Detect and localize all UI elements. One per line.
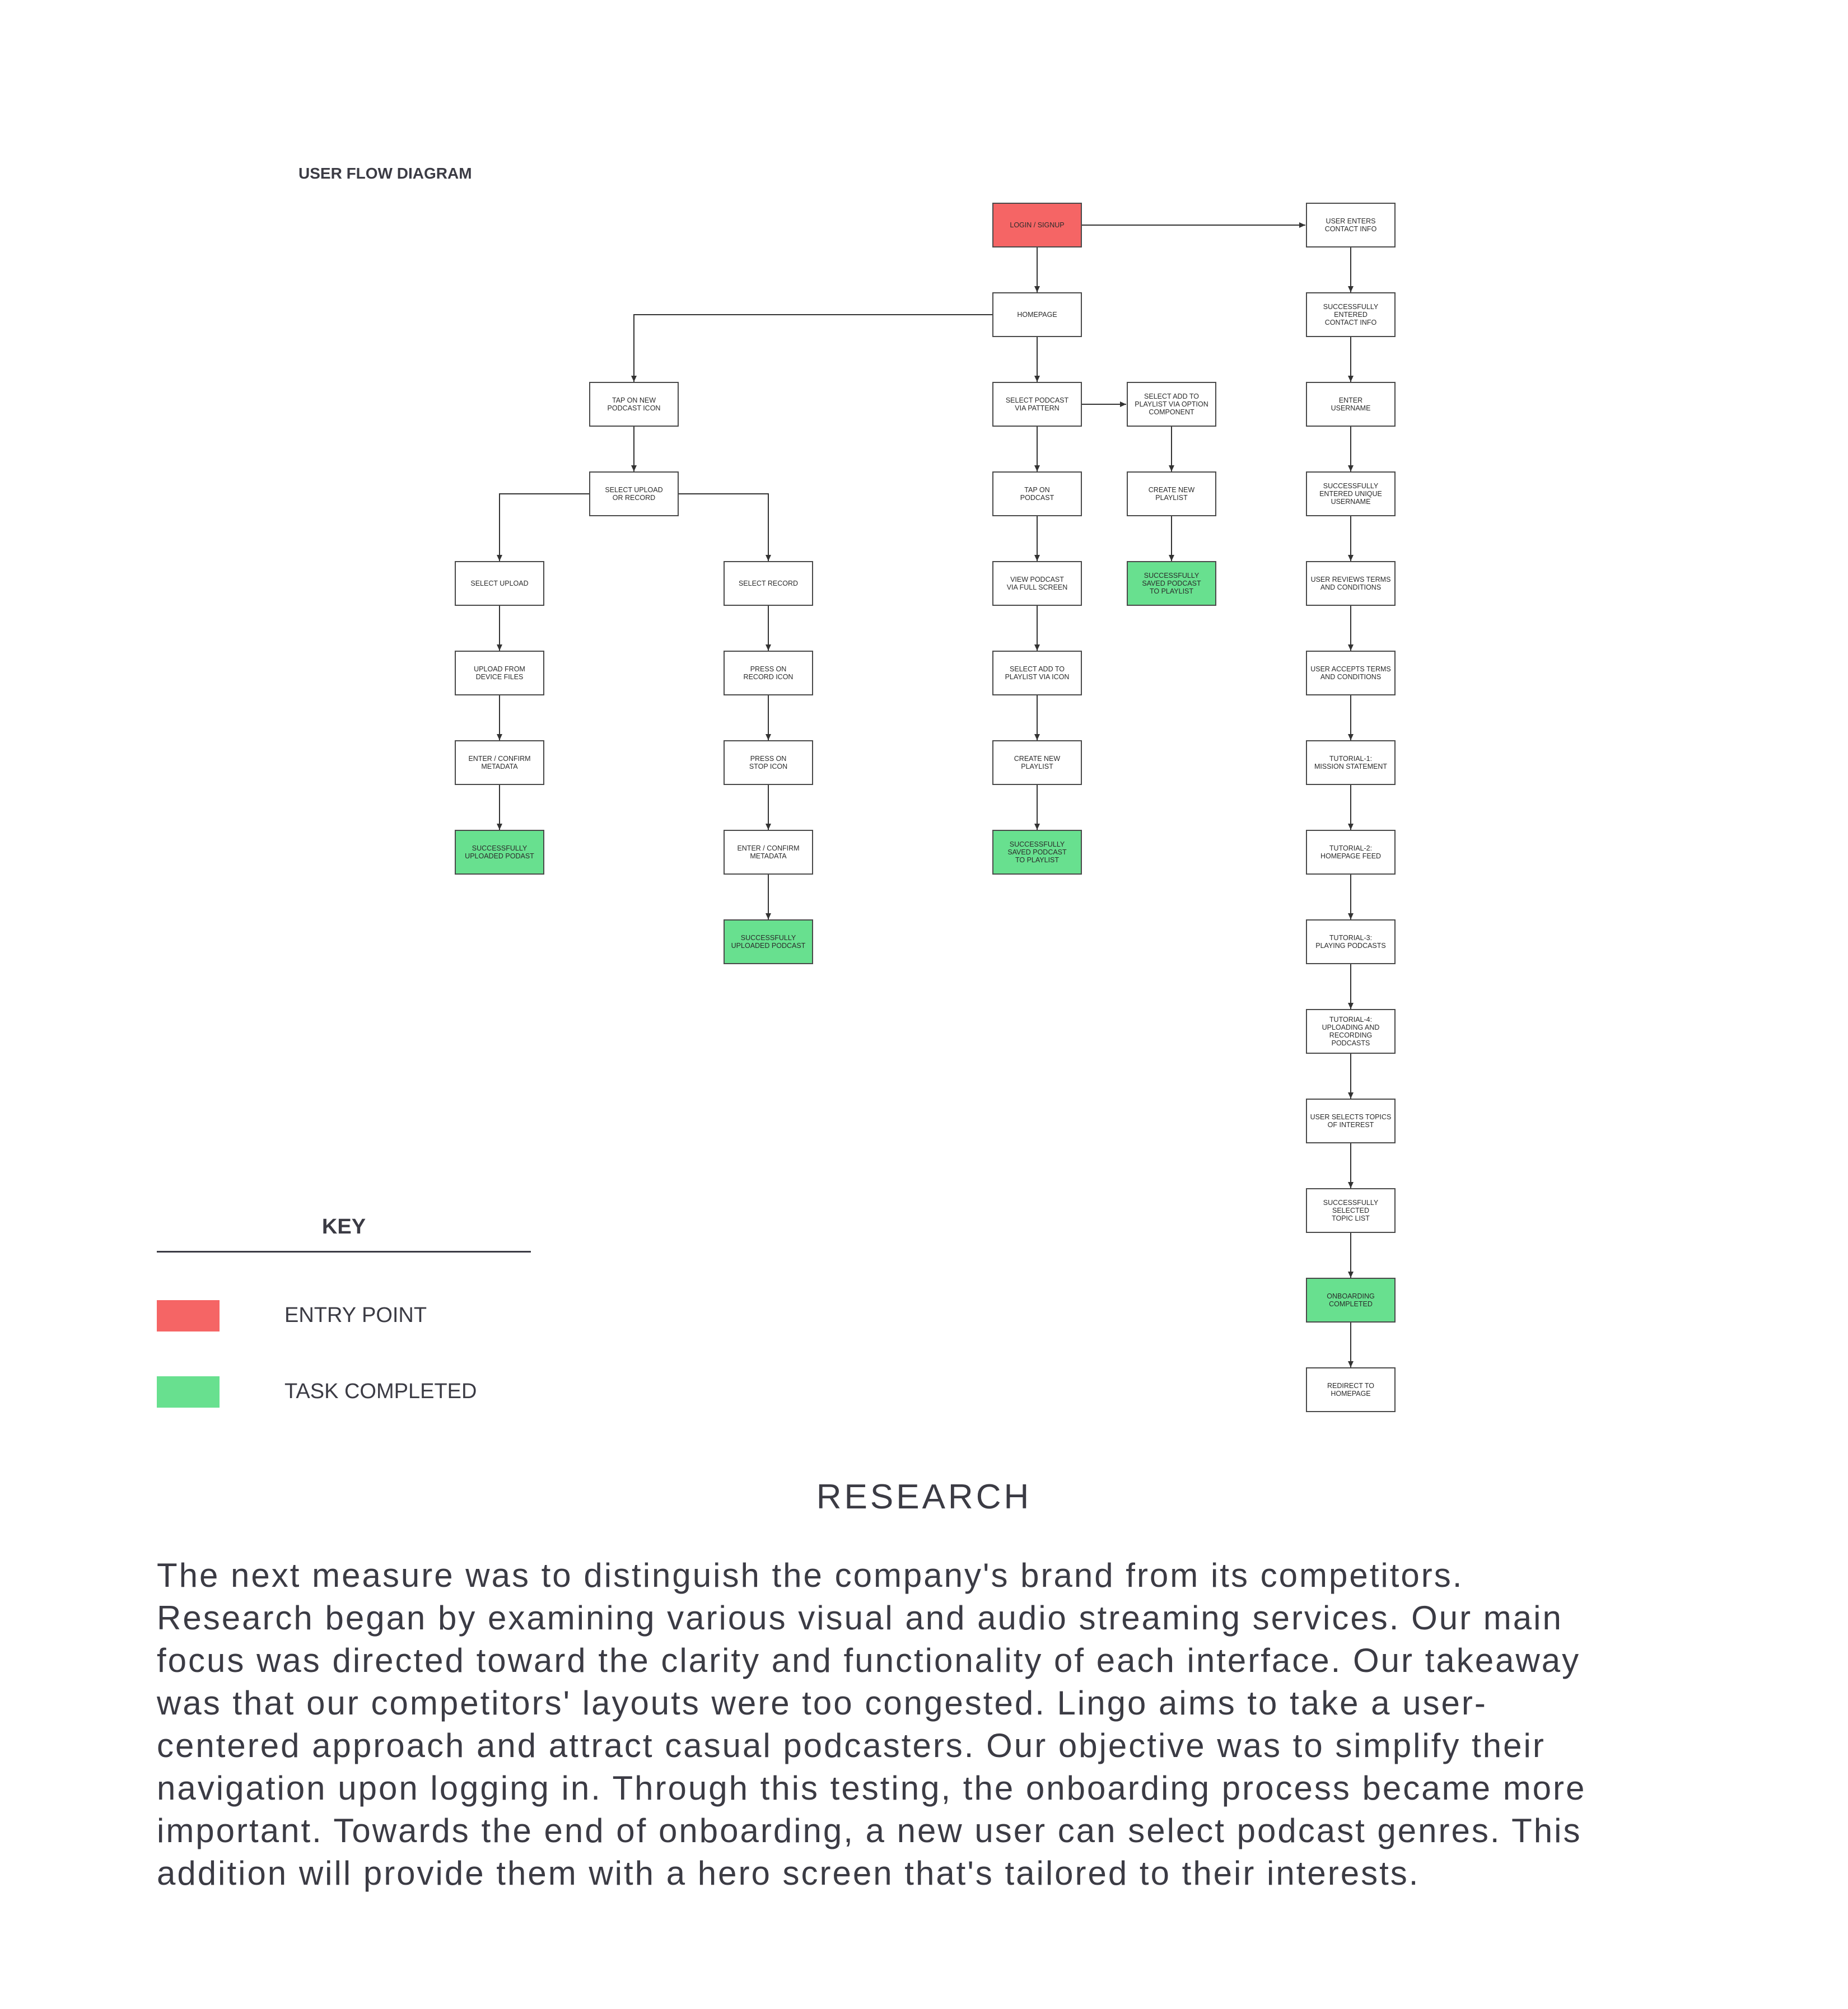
node-tap-on-podcast: TAP ON PODCAST (992, 471, 1082, 516)
node-saved-playlist-b: SUCCESSFULLY SAVED PODCAST TO PLAYLIST (1127, 561, 1216, 606)
research-line: was that our competitors' layouts were too congested. Lingo aims to take a user- (157, 1684, 1487, 1722)
node-tutorial-3: TUTORIAL-3: PLAYING PODCASTS (1306, 919, 1396, 964)
node-press-stop: PRESS ON STOP ICON (724, 740, 813, 785)
node-enter-username: ENTER USERNAME (1306, 382, 1396, 427)
node-tap-new-podcast: TAP ON NEW PODCAST ICON (589, 382, 679, 427)
research-line: Research began by examining various visual and audio streaming services. Our main (157, 1599, 1563, 1637)
node-tutorial-2: TUTORIAL-2: HOMEPAGE FEED (1306, 830, 1396, 875)
node-upload-from-device: UPLOAD FROM DEVICE FILES (455, 651, 544, 695)
diagram-title: USER FLOW DIAGRAM (298, 165, 472, 182)
research-line: important. Towards the end of onboarding, a new user can select podcast genres. This (157, 1812, 1582, 1849)
node-enters-contact: USER ENTERS CONTACT INFO (1306, 203, 1396, 247)
research-paragraph (157, 1554, 1702, 1895)
node-enter-metadata-record: ENTER / CONFIRM METADATA (724, 830, 813, 875)
node-select-topics: USER SELECTS TOPICS OF INTEREST (1306, 1099, 1396, 1143)
research-line: centered approach and attract casual podcasters. Our objective was to simplify their (157, 1727, 1546, 1764)
research-line: focus was directed toward the clarity and functionality of each interface. Our takeaway (157, 1642, 1581, 1679)
research-line: The next measure was to distinguish the company's brand from its competitors. (157, 1557, 1464, 1594)
task-completed-label: TASK COMPLETED (284, 1380, 477, 1403)
node-tutorial-1: TUTORIAL-1: MISSION STATEMENT (1306, 740, 1396, 785)
node-homepage: HOMEPAGE (992, 292, 1082, 337)
node-select-record: SELECT RECORD (724, 561, 813, 606)
node-topics-success: SUCCESSFULLY SELECTED TOPIC LIST (1306, 1188, 1396, 1233)
key-title: KEY (321, 1215, 366, 1239)
node-add-playlist-icon: SELECT ADD TO PLAYLIST VIA ICON (992, 651, 1082, 695)
task-completed-swatch (157, 1376, 220, 1408)
node-view-full-screen: VIEW PODCAST VIA FULL SCREEN (992, 561, 1082, 606)
node-create-playlist-b: CREATE NEW PLAYLIST (1127, 471, 1216, 516)
node-select-upload: SELECT UPLOAD (455, 561, 544, 606)
node-uploaded-success-record: SUCCESSFULLY UPLOADED PODCAST (724, 919, 813, 964)
entry-point-label: ENTRY POINT (284, 1303, 427, 1327)
node-press-record: PRESS ON RECORD ICON (724, 651, 813, 695)
research-heading: RESEARCH (816, 1478, 1032, 1516)
node-contact-success: SUCCESSFULLY ENTERED CONTACT INFO (1306, 292, 1396, 337)
node-redirect-homepage: REDIRECT TO HOMEPAGE (1306, 1367, 1396, 1412)
key-divider (157, 1251, 531, 1253)
entry-point-swatch (157, 1300, 220, 1331)
node-tutorial-4: TUTORIAL-4: UPLOADING AND RECORDING PODCASTS (1306, 1009, 1396, 1054)
research-line: navigation upon logging in. Through this testing, the onboarding process became more (157, 1769, 1586, 1807)
node-login-signup: LOGIN / SIGNUP (992, 203, 1082, 247)
node-add-playlist-option: SELECT ADD TO PLAYLIST VIA OPTION COMPONENT (1127, 382, 1216, 427)
node-onboarding-completed: ONBOARDING COMPLETED (1306, 1278, 1396, 1323)
node-reviews-terms: USER REVIEWS TERMS AND CONDITIONS (1306, 561, 1396, 606)
node-select-podcast-pattern: SELECT PODCAST VIA PATTERN (992, 382, 1082, 427)
node-enter-metadata-upload: ENTER / CONFIRM METADATA (455, 740, 544, 785)
node-saved-playlist-a: SUCCESSFULLY SAVED PODCAST TO PLAYLIST (992, 830, 1082, 875)
node-select-upload-or-record: SELECT UPLOAD OR RECORD (589, 471, 679, 516)
node-create-playlist-a: CREATE NEW PLAYLIST (992, 740, 1082, 785)
node-uploaded-success-upload: SUCCESSFULLY UPLOADED PODAST (455, 830, 544, 875)
node-username-success: SUCCESSFULLY ENTERED UNIQUE USERNAME (1306, 471, 1396, 516)
research-line: addition will provide them with a hero screen that's tailored to their interests. (157, 1854, 1420, 1892)
node-accepts-terms: USER ACCEPTS TERMS AND CONDITIONS (1306, 651, 1396, 695)
